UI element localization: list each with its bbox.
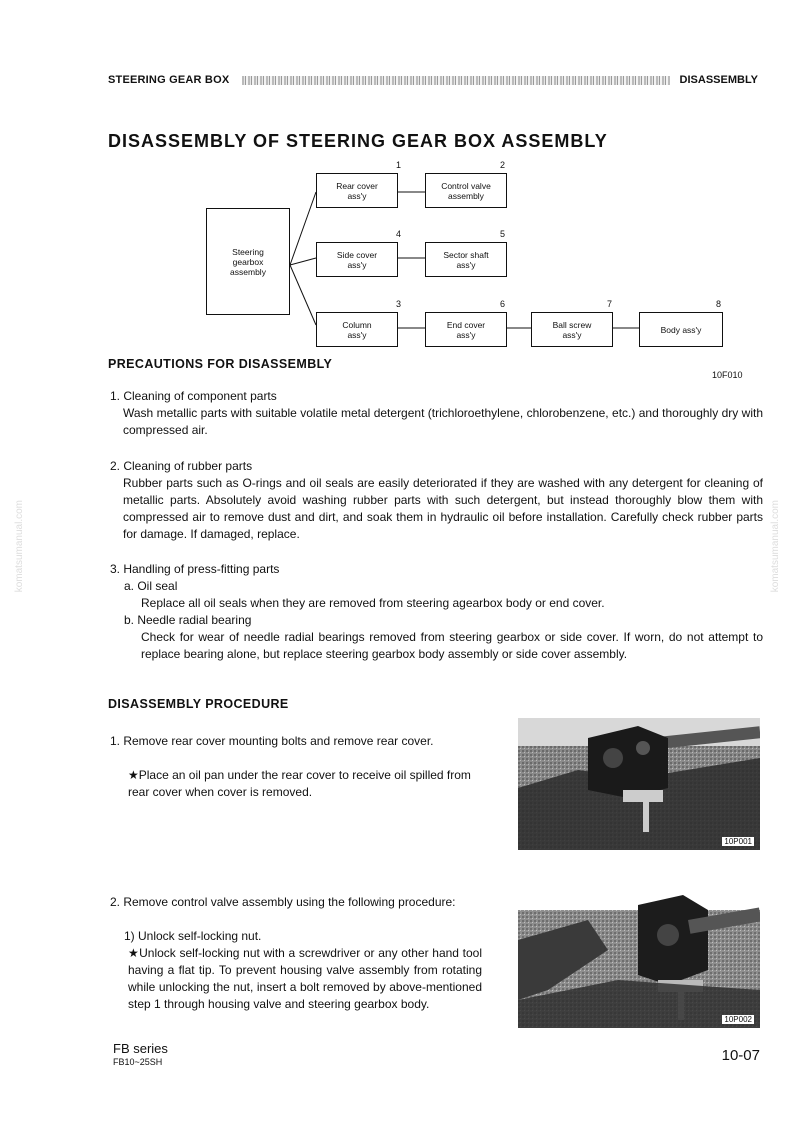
- node-line: ass'y: [347, 259, 367, 270]
- photo-gearbox-image: [518, 880, 760, 1028]
- part-number: 1: [396, 160, 402, 170]
- diagram-node-control-valve: [425, 173, 507, 208]
- figure-id: 10F010: [712, 370, 743, 380]
- photo-caption: 10P001: [724, 837, 752, 846]
- running-header-chapter: DISASSEMBLY: [679, 74, 758, 86]
- part-number: 8: [716, 299, 722, 309]
- watermark-left: komatsumanual.com: [14, 500, 25, 593]
- precautions-heading: PRECAUTIONS FOR DISASSEMBLY: [108, 357, 333, 371]
- part-number: 3: [396, 299, 402, 309]
- node-line: Sector shaft: [443, 249, 489, 260]
- watermark-right: komatsumanual.com: [770, 500, 781, 593]
- diagram-root-steering-gearbox: [206, 208, 290, 315]
- diagram-node-body: [639, 312, 723, 347]
- root-line: gearbox: [232, 256, 264, 267]
- node-line: Ball screw: [552, 319, 592, 330]
- precaution-3a-title: a. Oil seal: [124, 579, 178, 593]
- node-line: Body ass'y: [660, 324, 702, 335]
- precaution-3-title: 3. Handling of press-fitting parts: [110, 562, 280, 576]
- node-line: ass'y: [347, 190, 367, 201]
- precaution-1-title: 1. Cleaning of component parts: [110, 389, 277, 403]
- node-line: Control valve: [441, 180, 491, 191]
- node-line: ass'y: [456, 259, 476, 270]
- node-line: Side cover: [336, 249, 378, 260]
- node-line: assembly: [448, 190, 484, 201]
- diagram-node-ball-screw: [531, 312, 613, 347]
- photo-gearbox-image: [518, 718, 760, 850]
- node-line: End cover: [446, 319, 486, 330]
- node-line: ass'y: [562, 329, 582, 340]
- precaution-2-title: 2. Cleaning of rubber parts: [110, 459, 253, 473]
- node-line: Column: [342, 319, 372, 330]
- precaution-1-body: Wash metallic parts with suitable volatile metal detergent (trichloroethylene, chlorobenzene, etc.) and thoroughly dry with compressed air.: [123, 406, 763, 437]
- part-number: 7: [607, 299, 613, 309]
- step-2-note: ★Unlock self-locking nut with a screwdriver or any other hand tool having a flat tip. To prevent housing valve assembly from rotating while unlocking the nut, insert a bolt removed by above-mentioned step 1 through housing valve and steering gearbox body.: [128, 946, 482, 1011]
- part-number: 5: [500, 229, 506, 239]
- photo-control-valve-removal: [518, 880, 760, 1028]
- step-2: 2. Remove control valve assembly using the following procedure:: [110, 895, 456, 909]
- node-line: ass'y: [347, 329, 367, 340]
- precaution-3b-title: b. Needle radial bearing: [124, 613, 252, 627]
- diagram-node-side-cover: [316, 242, 398, 277]
- precaution-3a-body: Replace all oil seals when they are removed from steering agearbox body or end cover.: [141, 596, 605, 610]
- footer-series: FB series: [113, 1041, 168, 1056]
- step-1: 1. Remove rear cover mounting bolts and remove rear cover.: [110, 734, 434, 748]
- part-number: 4: [396, 229, 402, 239]
- part-number: 6: [500, 299, 506, 309]
- photo-rear-cover-removal: [518, 718, 760, 850]
- page-title: DISASSEMBLY OF STEERING GEAR BOX ASSEMBLY: [108, 131, 608, 151]
- root-line: assembly: [230, 266, 266, 277]
- running-header-section: STEERING GEAR BOX: [108, 74, 230, 86]
- photo-caption: 10P002: [724, 1015, 752, 1024]
- step-2-substep: 1) Unlock self-locking nut.: [124, 929, 262, 943]
- node-line: Rear cover: [336, 180, 378, 191]
- procedure-heading: DISASSEMBLY PROCEDURE: [108, 697, 289, 711]
- precaution-2-body: Rubber parts such as O-rings and oil seals are easily deteriorated if they are washed with any detergent for cleaning of metallic parts. Absolutely avoid washing rubber parts with such detergent, but instead thoroughly blow them with compressed air to remove dust and dirt, and soak them in hydraulic oil before installation. Carefully check rubber parts for damage. If damaged, replace.: [123, 476, 763, 541]
- page-number: 10-07: [721, 1047, 760, 1064]
- diagram-node-column: [316, 312, 398, 347]
- footer-models: FB10~25SH: [113, 1057, 163, 1067]
- step-1-note: ★Place an oil pan under the rear cover to receive oil spilled from rear cover when cover is removed.: [128, 768, 471, 799]
- node-line: ass'y: [456, 329, 476, 340]
- precaution-3b-body: Check for wear of needle radial bearings removed from steering gearbox or side cover. If worn, do not attempt to replace bearing alone, but replace steering gearbox body assembly or side cover assembly.: [141, 630, 763, 661]
- diagram-node-sector-shaft: [425, 242, 507, 277]
- diagram-node-rear-cover: [316, 173, 398, 208]
- part-number: 2: [500, 160, 506, 170]
- root-line: Steering: [232, 246, 264, 257]
- diagram-node-end-cover: [425, 312, 507, 347]
